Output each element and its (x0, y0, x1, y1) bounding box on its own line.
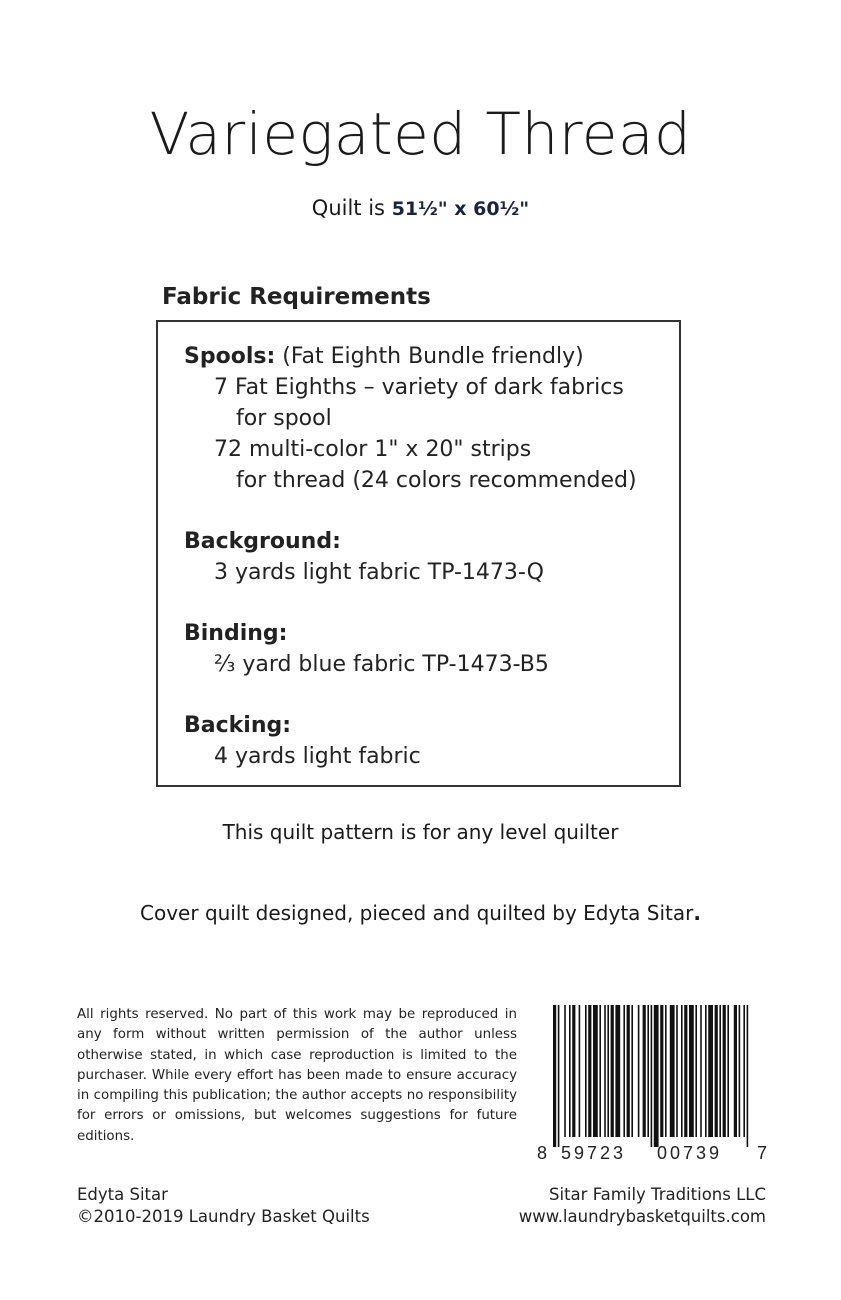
barcode-bar (593, 1005, 598, 1137)
barcode-bar (739, 1005, 741, 1137)
barcode-bar (654, 1005, 659, 1147)
barcode-bar (665, 1005, 667, 1137)
spools-line-3: 72 multi-color 1" x 20" strips (214, 437, 532, 462)
barcode-bar (651, 1005, 653, 1147)
footer-copyright: ©2010-2019 Laundry Basket Quilts (77, 1207, 370, 1226)
barcode-bar (715, 1005, 718, 1137)
quilt-size (0, 196, 841, 220)
barcode-bar (579, 1005, 581, 1137)
fabric-requirements-heading: Fabric Requirements (162, 284, 431, 310)
barcode-bar (607, 1005, 609, 1137)
spools-line-1: 7 Fat Eighths – variety of dark fabrics (214, 375, 624, 400)
spools-line-4: for thread (24 colors recommended) (236, 468, 637, 493)
barcode-bar (676, 1005, 678, 1137)
barcode-bar (585, 1005, 587, 1137)
barcode-bar (569, 1005, 571, 1137)
fabric-requirements-box (156, 320, 681, 787)
credit-period: . (693, 901, 701, 925)
barcode-bar (623, 1005, 625, 1137)
barcode-bar (695, 1005, 697, 1137)
barcode-digit-last: 7 (757, 1143, 768, 1163)
barcode-bar (572, 1005, 575, 1137)
skill-level-text: This quilt pattern is for any level quilter (222, 820, 619, 844)
barcode-bar (719, 1005, 721, 1137)
barcode-bar (638, 1005, 640, 1137)
barcode-bar (553, 1005, 556, 1147)
quilt-size-prefix: Quilt is (311, 196, 385, 220)
spools-row (184, 344, 584, 369)
footer-author (77, 1184, 370, 1228)
barcode-bar (705, 1005, 707, 1137)
binding-line: ⅔ yard blue fabric TP-1473-B5 (214, 652, 549, 677)
barcode-bar (708, 1005, 713, 1137)
barcode-bar (743, 1005, 745, 1137)
quilt-size-dims: 51½" x 60½" (391, 198, 530, 220)
barcode-bar (670, 1005, 675, 1137)
page-title: Variegated Thread (149, 100, 692, 168)
barcode-digit-first: 8 (537, 1143, 548, 1163)
background-label: Background: (184, 529, 341, 554)
barcode-bar (734, 1005, 737, 1137)
barcode-bar (727, 1005, 729, 1137)
barcode-bar (564, 1005, 566, 1137)
barcode-bar (681, 1005, 683, 1137)
spools-label: Spools: (184, 344, 276, 369)
barcode-bar (558, 1005, 560, 1147)
binding-label: Binding: (184, 621, 288, 646)
barcode-group-left: 59723 (561, 1143, 627, 1163)
barcode-bar (747, 1005, 749, 1147)
footer-company: Sitar Family Traditions LLC (549, 1185, 766, 1204)
credit-sentence: Cover quilt designed, pieced and quilted by Edyta Sitar (140, 901, 694, 925)
barcode-bar (611, 1005, 614, 1137)
barcode-bar (604, 1005, 606, 1137)
barcode-bar (660, 1005, 663, 1137)
barcode-bar (700, 1005, 702, 1137)
barcode-bar (684, 1005, 687, 1137)
background-line: 3 yards light fabric TP-1473-Q (214, 560, 544, 585)
spools-note: (Fat Eighth Bundle friendly) (282, 344, 584, 369)
barcode-bar (647, 1005, 649, 1137)
footer-website: www.laundrybasketquilts.com (518, 1207, 766, 1226)
barcode-group-right: 00739 (657, 1143, 723, 1163)
rights-notice: All rights reserved. No part of this work may be reproduced in any form without written permission of the author unless otherwise stated, in which case reproduction is limited to the purchaser. While every effort has been made to ensure accuracy in compiling this publication; the author accepts no responsibility for errors or omissions, but welcomes suggestions for future editions. (77, 1007, 517, 1144)
barcode-bar (689, 1005, 694, 1137)
barcode-bar (723, 1005, 726, 1137)
barcode-bar (615, 1005, 620, 1137)
barcode-bar (643, 1005, 646, 1137)
barcode-bar (588, 1005, 591, 1137)
barcode-bars (553, 1005, 748, 1147)
credit-text (0, 901, 841, 925)
backing-label: Backing: (184, 713, 292, 738)
backing-line: 4 yards light fabric (214, 744, 421, 769)
spools-line-2: for spool (236, 406, 332, 431)
footer-author-name: Edyta Sitar (77, 1185, 168, 1204)
footer-publisher (519, 1184, 766, 1228)
barcode-bar (631, 1005, 633, 1137)
barcode-bar (599, 1005, 601, 1137)
barcode (535, 1003, 770, 1163)
barcode-bar (627, 1005, 630, 1137)
